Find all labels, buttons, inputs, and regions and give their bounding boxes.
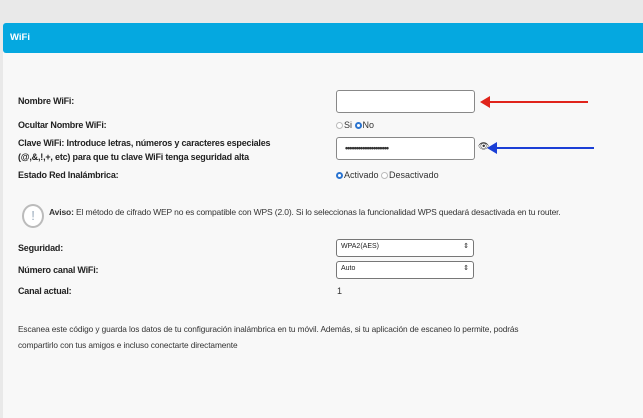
wifi-key-input[interactable]: ••••••••••••••••••••	[336, 137, 475, 160]
channel-select[interactable]: Auto ⇕	[336, 261, 474, 279]
hide-ssid-radio-group	[336, 120, 374, 130]
wifi-key-label-line1: Clave WiFi: Introduce letras, números y caracteres especiales	[18, 138, 271, 148]
qr-description-line2: compartirlo con tus amigos e incluso conectarte directamente	[18, 340, 238, 350]
qr-description-line1: Escanea este código y guarda los datos de tu configuración inalámbrica en tu móvil. Además, si tu aplicación de escaneo lo permite, podrás	[18, 324, 519, 334]
state-enabled-radio[interactable]: Activado	[336, 170, 379, 180]
blue-arrow-annotation	[495, 147, 594, 149]
wireless-state-label: Estado Red Inalámbrica:	[18, 170, 119, 180]
red-arrow-annotation	[488, 101, 588, 103]
ssid-input[interactable]	[336, 90, 475, 113]
warning-icon: !	[22, 204, 44, 228]
hide-yes-radio[interactable]: Si	[336, 120, 352, 130]
ssid-label: Nombre WiFi:	[18, 96, 75, 106]
security-select[interactable]: WPA2(AES) ⇕	[336, 239, 474, 257]
hide-no-radio[interactable]: No	[355, 120, 375, 130]
hide-ssid-label: Ocultar Nombre WiFi:	[18, 120, 107, 130]
wifi-panel	[3, 27, 643, 418]
security-label: Seguridad:	[18, 243, 64, 253]
panel-header: WiFi	[3, 23, 643, 53]
wireless-state-radio-group	[336, 170, 439, 180]
wifi-key-label-line2: (@,&,!,+, etc) para que tu clave WiFi tenga seguridad alta	[18, 152, 249, 162]
select-arrows-icon: ⇕	[463, 243, 469, 250]
current-channel-value: 1	[337, 286, 343, 296]
wep-notice: Aviso: El método de cifrado WEP no es compatible con WPS (2.0). Si lo seleccionas la funcionalidad WPS quedará desactivada en tu router.	[49, 207, 561, 217]
select-arrows-icon: ⇕	[463, 265, 469, 272]
channel-label: Número canal WiFi:	[18, 265, 99, 275]
show-password-eye-icon[interactable]: 👁	[478, 141, 490, 151]
current-channel-label: Canal actual:	[18, 286, 72, 296]
state-disabled-radio[interactable]: Desactivado	[381, 170, 439, 180]
